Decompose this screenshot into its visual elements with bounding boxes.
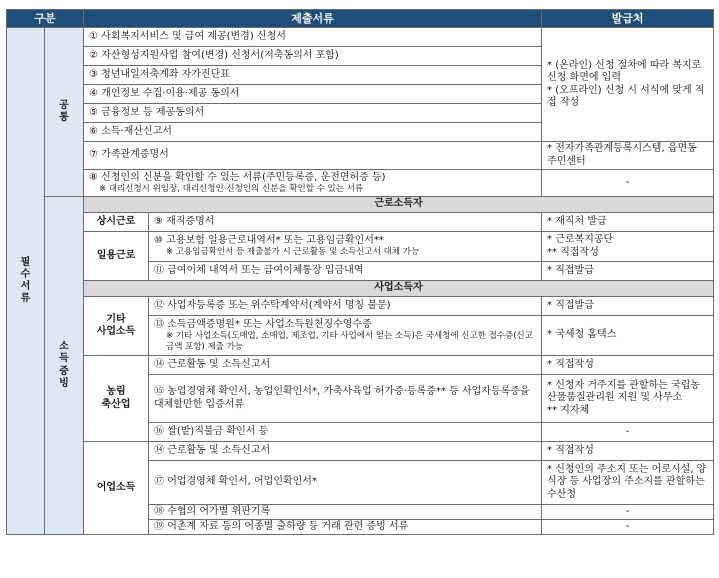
cat-farm bbox=[84, 356, 149, 442]
doc-12: ⑫ 사업자등록증 또는 위수탁계약서(계약서 명칭 불문) bbox=[149, 297, 542, 316]
doc-1: ① 사회복지서비스 및 급여 제공(변경) 신청서 bbox=[84, 28, 542, 47]
issuer-15 bbox=[542, 375, 714, 423]
issuer-12: * 직접발급 bbox=[542, 297, 714, 316]
table-header-row bbox=[7, 10, 714, 28]
doc-10-note: ※ 고용임금확인서 등 제출불가 시 근로활동 및 소득신고서 대체 가능 bbox=[166, 247, 420, 258]
required-documents-table bbox=[6, 9, 714, 535]
issuer-9: * 재직처 발급 bbox=[542, 213, 714, 232]
doc-14-fish: ⑭ 근로활동 및 소득신고서 bbox=[149, 442, 542, 461]
doc-16: ⑯ 쌀(밭)직불금 확인서 등 bbox=[149, 423, 542, 442]
issuer-8: - bbox=[542, 170, 714, 197]
doc-10 bbox=[149, 232, 542, 262]
header-documents: 제출서류 bbox=[84, 10, 542, 28]
table-row bbox=[7, 442, 714, 461]
issuer-15b: ** 지자체 bbox=[547, 404, 590, 416]
cat-farm-text: 농림 축산업 bbox=[101, 386, 131, 410]
doc-8-text: ⑧ 신청인의 신분을 확인할 수 있는 서류(주민등록증, 운전면허증 등) bbox=[89, 171, 386, 183]
issuer-13: * 국세청 홈택스 bbox=[542, 316, 714, 356]
table-row bbox=[7, 356, 714, 375]
table-row bbox=[7, 213, 714, 232]
issuer-offline: * (오프라인) 신청 시 서식에 맞게 직접 작성 bbox=[547, 84, 705, 108]
income-label-text: 소 득 증 빙 bbox=[59, 341, 69, 389]
group-label-required bbox=[7, 28, 45, 535]
issuer-15a: * 신청자 거주지를 관할하는 국립농산물품질관리원 지원 및 사무소 bbox=[547, 380, 700, 404]
table-row bbox=[7, 28, 714, 47]
issuer-18: - bbox=[542, 505, 714, 520]
doc-9: ⑨ 재직증명서 bbox=[149, 213, 542, 232]
doc-15: ⑮ 농업경영체 확인서, 농업인확인서*, 가축사육업 허가증·등록증** 등 사업자등록증을 대체할만한 입증서류 bbox=[149, 375, 542, 423]
table-row bbox=[7, 142, 714, 170]
cat-other-business-text: 기타 사업소득 bbox=[96, 313, 136, 337]
table-row bbox=[7, 197, 714, 213]
doc-14-farm: ⑭ 근로활동 및 소득신고서 bbox=[149, 356, 542, 375]
issuer-common-1-6 bbox=[542, 28, 714, 142]
issuer-10b: ** 직접작성 bbox=[547, 246, 599, 258]
issuer-17: * 신청인의 주소지 또는 어로시설, 양식장 등 사업장의 주소지를 관할하는 수산청 bbox=[542, 461, 714, 505]
doc-13-note: ※ 기타 사업소득(도매업, 소매업, 제조업, 기타 사업에서 얻는 소득)은 국세청에 신고한 접수증(신고금액 포함) 제출 가능 bbox=[166, 331, 533, 352]
doc-13 bbox=[149, 316, 542, 356]
cat-regular: 상시근로 bbox=[84, 213, 149, 232]
cat-fish: 어업소득 bbox=[84, 442, 149, 535]
doc-6: ⑥ 소득·재산신고서 bbox=[84, 123, 542, 142]
table-row bbox=[7, 281, 714, 297]
doc-13-text: ⑬ 소득금액증명원* 또는 사업소득원천징수영수증 bbox=[154, 319, 372, 331]
issuer-11: * 직접발급 bbox=[542, 262, 714, 281]
doc-19: ⑲ 어촌계 자료 등의 어종별 출하량 등 거래 관련 증빙 서류 bbox=[149, 520, 542, 535]
issuer-online: * (온라인) 신청 절차에 따라 복지로 신청 화면에 입력 bbox=[547, 60, 702, 84]
issuer-7: * 전자가족관계등록시스템, 읍면동 주민센터 bbox=[542, 142, 714, 170]
issuer-16: - bbox=[542, 423, 714, 442]
cat-other-business bbox=[84, 297, 149, 356]
cat-daily: 일용근로 bbox=[84, 232, 149, 281]
common-label-text: 공 통 bbox=[59, 99, 69, 123]
doc-8 bbox=[84, 170, 542, 197]
doc-18: ⑱ 수협의 어가별 위판기록 bbox=[149, 505, 542, 520]
header-category: 구분 bbox=[7, 10, 84, 28]
doc-8-note: ※ 대리신청시 위임장, 대리신청인·신청인의 신분을 확인할 수 있는 서류 bbox=[99, 183, 364, 194]
sub-label-common bbox=[45, 28, 84, 197]
doc-2: ② 자산형성지원사업 참여(변경) 신청서(저축동의서 포함) bbox=[84, 47, 542, 66]
header-issuer: 발급처 bbox=[542, 10, 714, 28]
doc-4: ④ 개인정보 수집·이용·제공 동의서 bbox=[84, 85, 542, 104]
issuer-14-fish: * 직접작성 bbox=[542, 442, 714, 461]
group-label-text: 필 수 서 류 bbox=[20, 256, 31, 305]
band-business-income: 사업소득자 bbox=[84, 281, 714, 297]
table-row bbox=[7, 170, 714, 197]
doc-10-text: ⑩ 고용보험 일용근로내역서* 또는 고용임금확인서** bbox=[154, 235, 384, 247]
table-row bbox=[7, 232, 714, 262]
issuer-19: - bbox=[542, 520, 714, 535]
doc-7: ⑦ 가족관계증명서 bbox=[84, 142, 542, 170]
issuer-10 bbox=[542, 232, 714, 262]
doc-17: ⑰ 어업경영체 확인서, 어업인확인서* bbox=[149, 461, 542, 505]
sub-label-income bbox=[45, 197, 84, 535]
doc-3: ③ 청년내일저축계좌 자가진단표 bbox=[84, 66, 542, 85]
doc-5: ⑤ 금융정보 등 제공동의서 bbox=[84, 104, 542, 123]
doc-11: ⑪ 급여이체 내역서 또는 급여이체통장 입금내역 bbox=[149, 262, 542, 281]
issuer-14-farm: * 직접작성 bbox=[542, 356, 714, 375]
band-labor-income: 근로소득자 bbox=[84, 197, 714, 213]
issuer-10a: * 근로복지공단 bbox=[547, 234, 614, 246]
table-row bbox=[7, 297, 714, 316]
